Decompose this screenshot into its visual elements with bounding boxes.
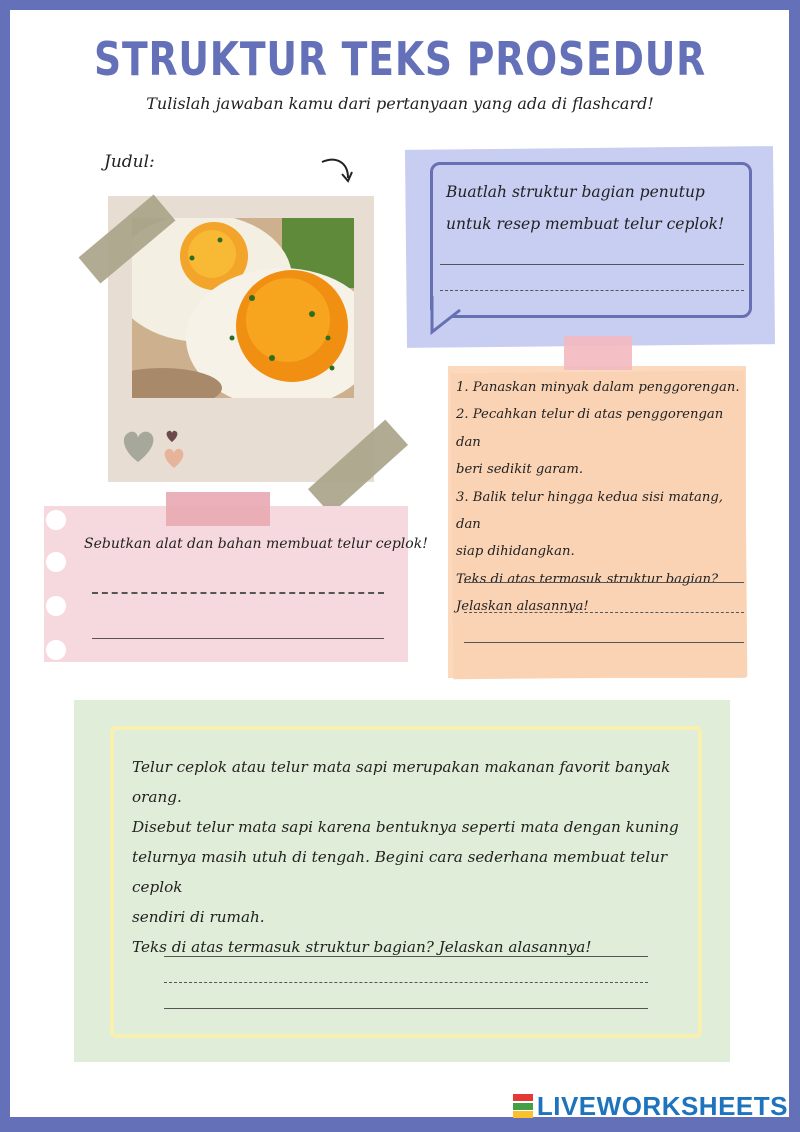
punch-hole <box>46 596 66 616</box>
answer-line[interactable] <box>164 1008 648 1009</box>
logo-text: LIVEWORKSHEETS <box>536 1090 788 1121</box>
intro-line: Telur ceplok atau telur mata sapi merupakan makanan favorit banyak orang. <box>132 758 671 806</box>
answer-line[interactable] <box>440 264 744 265</box>
tape-decoration <box>166 492 270 526</box>
steps-line: siap dihidangkan. <box>456 544 575 560</box>
intro-line: sendiri di rumah. <box>132 908 265 926</box>
steps-line: Teks di atas termasuk struktur bagian? <box>456 571 719 587</box>
steps-text <box>456 374 742 621</box>
page-subtitle: Tulislah jawaban kamu dari pertanyaan yang ada di flashcard! <box>146 94 654 113</box>
liveworksheets-logo[interactable] <box>513 1089 788 1123</box>
curved-arrow-icon <box>318 154 358 188</box>
question-line: Buatlah struktur bagian penutup <box>446 183 705 201</box>
answer-line[interactable] <box>164 956 648 957</box>
question-line: untuk resep membuat telur ceplok! <box>446 215 725 233</box>
intro-line: telurnya masih utuh di tengah. Begini cara sederhana membuat telur ceplok <box>132 848 668 896</box>
logo-icon <box>513 1094 533 1118</box>
closing-question-text <box>446 176 746 240</box>
steps-line: 2. Pecahkan telur di atas penggorengan dan <box>456 407 724 450</box>
page-title: STRUKTUR TEKS PROSEDUR <box>93 32 707 86</box>
answer-line[interactable] <box>440 290 744 291</box>
punch-hole <box>46 552 66 572</box>
title-label: Judul: <box>104 152 155 172</box>
answer-line[interactable] <box>464 612 744 613</box>
bubble-tail <box>430 296 470 336</box>
hearts-icon <box>118 422 198 472</box>
steps-line: beri sedikit garam. <box>456 462 584 478</box>
steps-line: 3. Balik telur hingga kedua sisi matang, dan <box>456 489 724 533</box>
punch-hole <box>46 510 66 530</box>
answer-line[interactable] <box>92 592 384 594</box>
intro-text <box>132 752 692 962</box>
intro-line: Teks di atas termasuk struktur bagian? Jelaskan alasannya! <box>132 938 592 956</box>
punch-hole <box>46 640 66 660</box>
answer-line[interactable] <box>464 642 744 643</box>
tools-question-text: Sebutkan alat dan bahan membuat telur ceplok! <box>84 536 428 552</box>
answer-line[interactable] <box>92 638 384 639</box>
steps-line: Jelaskan alasannya! <box>456 599 589 615</box>
answer-line[interactable] <box>464 582 744 583</box>
tape-decoration <box>564 336 632 370</box>
intro-line: Disebut telur mata sapi karena bentuknya seperti mata dengan kuning <box>132 818 679 836</box>
fried-egg-photo <box>132 218 354 398</box>
steps-line: 1. Panaskan minyak dalam penggorengan. <box>456 380 740 395</box>
answer-line[interactable] <box>164 982 648 983</box>
